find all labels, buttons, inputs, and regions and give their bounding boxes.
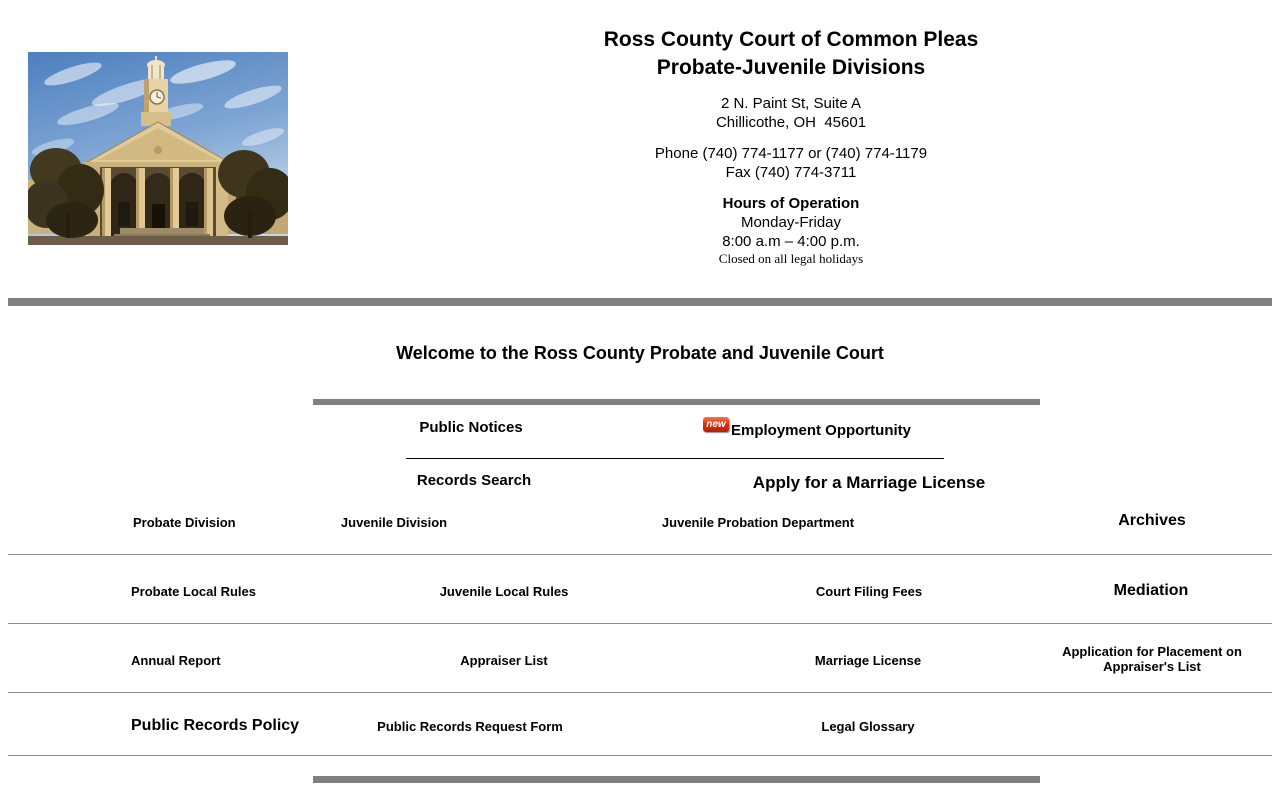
- link-apply-marriage-license[interactable]: Apply for a Marriage License: [752, 473, 986, 492]
- address-line2: Chillicothe, OH 45601: [715, 114, 867, 131]
- fax-line: Fax (740) 774-3711: [725, 164, 857, 181]
- hours-note: Closed on all legal holidays: [718, 251, 864, 266]
- row-divider: [8, 755, 1272, 756]
- section-rule: [406, 458, 944, 459]
- address-line1: 2 N. Paint St, Suite A: [720, 95, 862, 112]
- link-employment-opportunity-wrap[interactable]: [703, 417, 911, 439]
- page-divider-bar: [8, 298, 1272, 306]
- hours-days: Monday-Friday: [740, 214, 842, 231]
- phone-line: Phone (740) 774-1177 or (740) 774-1179: [654, 145, 928, 162]
- row-divider: [8, 554, 1272, 555]
- link-marriage-license[interactable]: Marriage License: [814, 653, 922, 668]
- page-header: [451, 26, 1131, 267]
- link-juvenile-local-rules[interactable]: Juvenile Local Rules: [439, 584, 569, 599]
- court-title-line1: Ross County Court of Common Pleas: [603, 28, 979, 51]
- link-court-filing-fees[interactable]: Court Filing Fees: [815, 584, 923, 599]
- link-juvenile-probation-department[interactable]: Juvenile Probation Department: [661, 515, 855, 530]
- link-public-notices[interactable]: Public Notices: [419, 419, 523, 436]
- courthouse-photo: [28, 52, 288, 245]
- link-application-placement-appraisers-list[interactable]: Application for Placement on Appraiser's List: [1062, 644, 1242, 674]
- link-annual-report[interactable]: Annual Report: [131, 653, 221, 668]
- welcome-heading: Welcome to the Ross County Probate and Juvenile Court: [396, 343, 884, 363]
- hours-heading: Hours of Operation: [722, 195, 860, 212]
- row-divider: [8, 623, 1272, 624]
- court-title-line2: Probate-Juvenile Divisions: [656, 56, 926, 79]
- courthouse-photo-image: [28, 52, 288, 245]
- hours-time: 8:00 a.m – 4:00 p.m.: [722, 233, 860, 250]
- link-juvenile-division[interactable]: Juvenile Division: [340, 515, 448, 530]
- link-public-records-request-form[interactable]: Public Records Request Form: [377, 719, 563, 734]
- link-appraiser-list[interactable]: Appraiser List: [460, 653, 548, 668]
- new-badge-icon: new: [703, 417, 729, 432]
- links-panel-bottom-bar: [313, 776, 1040, 783]
- link-employment-opportunity[interactable]: Employment Opportunity: [731, 422, 911, 439]
- link-legal-glossary[interactable]: Legal Glossary: [821, 719, 915, 734]
- links-panel-top-bar: [313, 399, 1040, 405]
- link-archives[interactable]: Archives: [1118, 512, 1186, 529]
- link-records-search[interactable]: Records Search: [416, 472, 532, 489]
- link-probate-local-rules[interactable]: Probate Local Rules: [131, 584, 256, 599]
- link-mediation[interactable]: Mediation: [1113, 582, 1189, 599]
- row-divider: [8, 692, 1272, 693]
- link-probate-division[interactable]: Probate Division: [133, 515, 236, 530]
- link-public-records-policy[interactable]: Public Records Policy: [131, 717, 300, 734]
